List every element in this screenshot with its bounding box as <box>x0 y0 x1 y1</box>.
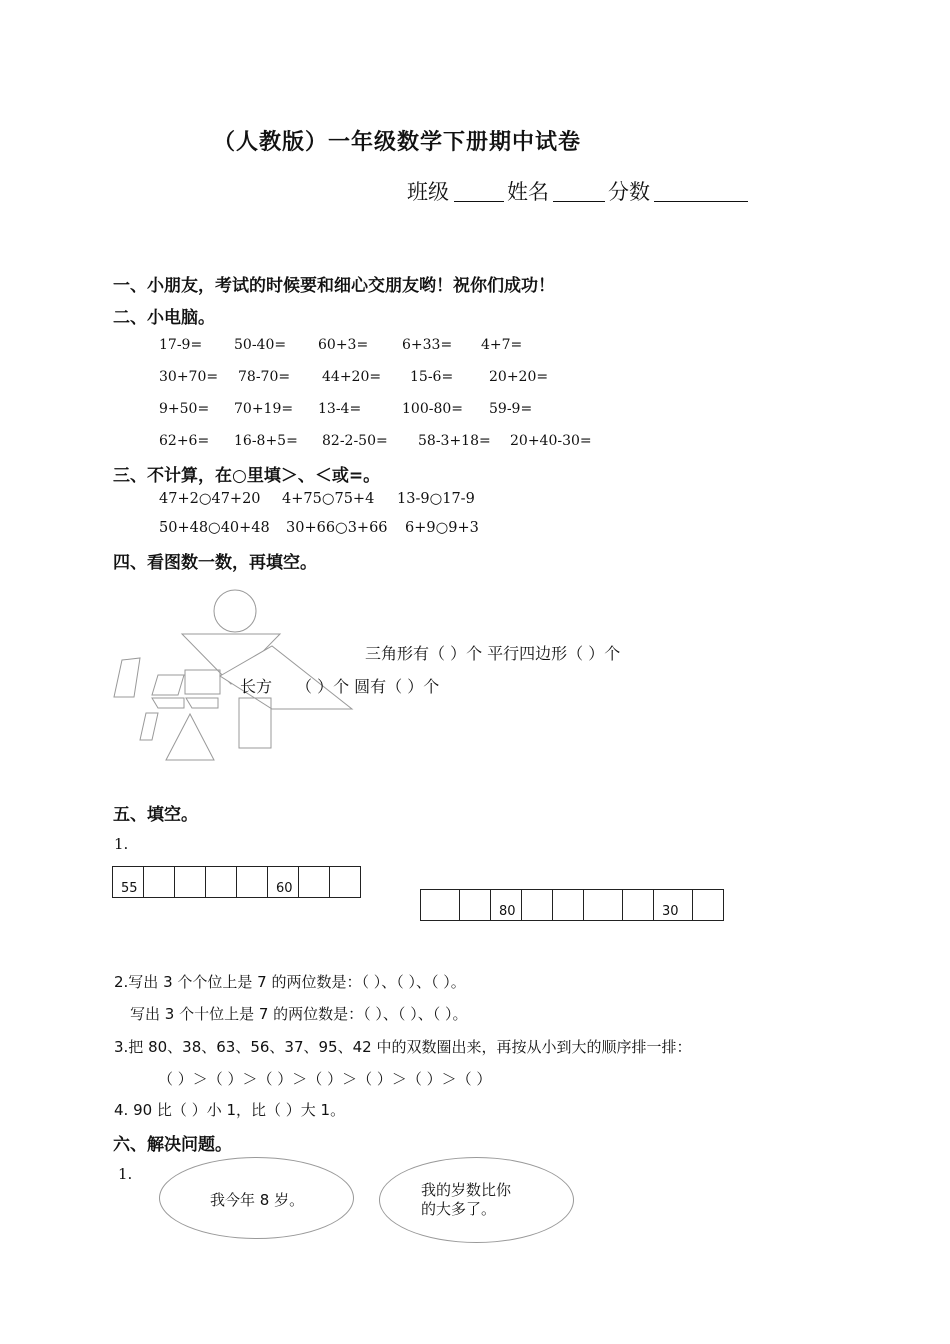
compare-r2-c1: 50+48○40+48 <box>159 520 270 536</box>
shapes-question-2a: 长方 <box>240 677 273 696</box>
grid-b-cell[interactable] <box>522 890 553 921</box>
grid-b-cell[interactable]: 30 <box>654 890 693 921</box>
grid-a-cell[interactable]: 60 <box>268 867 299 898</box>
compare-r2-c3: 6+9○9+3 <box>405 520 479 536</box>
fill-q3: 3.把 80、38、63、56、37、95、42 中的双数圈出来，再按从小到大的顺序排一排： <box>114 1038 692 1056</box>
section-4-heading: 四、看图数一数，再填空。 <box>113 553 317 573</box>
name-blank[interactable] <box>553 201 605 202</box>
calc-r3-c2: 70+19= <box>234 401 294 417</box>
grid-b-cell[interactable] <box>623 890 654 921</box>
grid-b-cell[interactable] <box>421 890 460 921</box>
calc-r3-c4: 100-80= <box>402 401 463 417</box>
calc-r1-c4: 6+33= <box>402 337 453 353</box>
calc-r3-c1: 9+50= <box>159 401 210 417</box>
page-title: （人教版）一年级数学下册期中试卷 <box>213 130 582 155</box>
speech-bubble-2-line1: 我的岁数比你 <box>421 1181 512 1199</box>
grid-a-cell[interactable] <box>237 867 268 898</box>
grid-a-cell[interactable] <box>144 867 175 898</box>
trapezoid-right <box>186 698 218 708</box>
grid-b-cell[interactable] <box>460 890 491 921</box>
calc-r4-c2: 16-8+5= <box>234 433 298 449</box>
score-blank[interactable] <box>654 201 748 202</box>
circle-shape <box>214 590 256 632</box>
fill-q3-order: （ ）＞（ ）＞（ ）＞（ ）＞（ ）＞（ ）＞（ ） <box>158 1070 492 1088</box>
problem-q1-label: 1. <box>118 1165 133 1183</box>
fill-q2a: 2.写出 3 个个位上是 7 的两位数是：（ ）、（ ）、（ ）。 <box>114 973 466 991</box>
compare-r1-c1: 47+2○47+20 <box>159 491 261 507</box>
number-grid-a <box>112 866 361 898</box>
shapes-question-1: 三角形有（ ）个 平行四边形（ ）个 <box>365 644 621 663</box>
trapezoid-left <box>152 698 184 708</box>
calc-r2-c1: 30+70= <box>159 369 219 385</box>
score-label: 分数 <box>608 180 650 204</box>
triangle-bottom <box>166 714 214 760</box>
compare-r1-c2: 4+75○75+4 <box>282 491 375 507</box>
speech-bubble-2-line2: 的大多了。 <box>421 1200 497 1218</box>
calc-r4-c3: 82-2-50= <box>322 433 388 449</box>
section-6-heading: 六、解决问题。 <box>113 1135 232 1155</box>
parallelogram-left <box>114 658 140 697</box>
grid-b-cell[interactable] <box>584 890 623 921</box>
fill-q2b: 写出 3 个十位上是 7 的两位数是：（ ）、（ ）、（ ）。 <box>130 1005 468 1023</box>
section-2-heading: 二、小电脑。 <box>113 308 215 328</box>
name-label: 姓名 <box>507 180 549 204</box>
calc-r2-c3: 44+20= <box>322 369 382 385</box>
speech-bubble-1-text: 我今年 8 岁。 <box>210 1191 305 1209</box>
compare-r1-c3: 13-9○17-9 <box>397 491 475 507</box>
parallelogram-leg <box>140 713 158 740</box>
calc-r2-c4: 15-6= <box>410 369 454 385</box>
compare-r2-c2: 30+66○3+66 <box>286 520 388 536</box>
calc-r3-c3: 13-4= <box>318 401 362 417</box>
calc-r1-c5: 4+7= <box>481 337 523 353</box>
parallelogram-mid <box>152 675 184 695</box>
calc-r2-c5: 20+20= <box>489 369 549 385</box>
number-grid-b <box>420 889 724 921</box>
calc-r3-c5: 59-9= <box>489 401 533 417</box>
fill-q1-label: 1. <box>114 835 129 853</box>
grid-b-cell[interactable] <box>693 890 724 921</box>
calc-r4-c5: 20+40-30= <box>510 433 592 449</box>
shapes-question-2b: （ ）个 圆有（ ）个 <box>296 677 440 696</box>
grid-a-cell[interactable] <box>175 867 206 898</box>
calc-r1-c3: 60+3= <box>318 337 369 353</box>
fill-q4: 4. 90 比（ ）小 1，比（ ）大 1。 <box>114 1101 346 1119</box>
calc-r4-c4: 58-3+18= <box>418 433 491 449</box>
grid-a-cell[interactable]: 55 <box>113 867 144 898</box>
calc-r4-c1: 62+6= <box>159 433 210 449</box>
calc-r2-c2: 78-70= <box>238 369 291 385</box>
class-blank[interactable] <box>454 201 504 202</box>
square-body <box>185 670 220 694</box>
section-3-heading: 三、不计算，在○里填＞、＜或=。 <box>113 466 381 486</box>
grid-a-cell[interactable] <box>299 867 330 898</box>
section-5-heading: 五、填空。 <box>113 805 198 825</box>
calc-r1-c1: 17-9= <box>159 337 203 353</box>
grid-b-cell[interactable]: 80 <box>491 890 522 921</box>
section-1-heading: 一、小朋友，考试的时候要和细心交朋友哟！祝你们成功！ <box>113 276 555 296</box>
grid-a-cell[interactable] <box>206 867 237 898</box>
grid-b-cell[interactable] <box>553 890 584 921</box>
calc-r1-c2: 50-40= <box>234 337 287 353</box>
grid-a-cell[interactable] <box>330 867 361 898</box>
class-label: 班级 <box>407 180 449 204</box>
